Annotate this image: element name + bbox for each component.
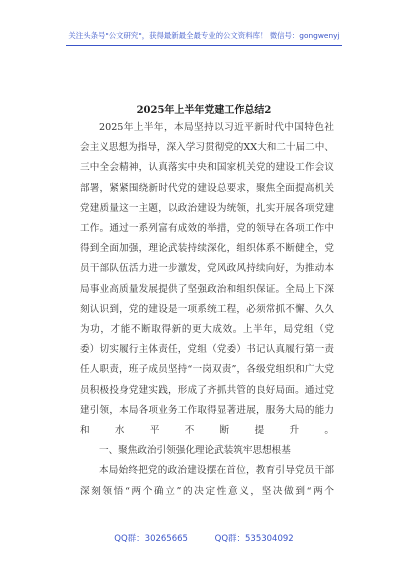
- section-heading: 一、聚焦政治引领强化理论武装筑牢思想根基: [99, 445, 291, 457]
- body-paragraph: 本局始终把党的政治建设摆在首位，教育引导党员干部深刻领悟“两个确立”的决定性意义，坚决做到“两个: [80, 465, 334, 497]
- footer-qq-group-2: QQ群：535304092: [214, 534, 294, 544]
- footer: [0, 532, 408, 544]
- document-title: 2025年上半年党建工作总结2: [136, 105, 272, 116]
- header-note: 关注头条号"公文研究"，获得最新最全最专业的公文资料库！ 微信号：gongwenyj: [68, 31, 340, 40]
- body-paragraph: 2025年上半年，本局坚持以习近平新时代中国特色社会主义思想为指导，深入学习贯彻党的XX大和二十届二中、三中全会精神，认真落实中央和国家机关党的建设工作会议部署，紧紧围绕新时代党的建设总要求，聚焦全面提高机关党建质量这一主题，以政治建设为统领，扎实开展各项党建工作。通过一系列富有成效的举措，党的领导在各项工作中得到全面加强，理论武装持续深化，组织体系不断健全，党员干部队伍活力进一步激发，党风政风持续向好，为推动本局事业高质量发展提供了坚强政治和组织保证。全局上下深刻认识到，党的建设是一项系统工程，必须常抓不懈、久久为功，才能不断取得新的更大成效。上半年，局党组（党委）切实履行主体责任，党组（党委）书记认真履行第一责任人职责，班子成员坚持“一岗双责”，各级党组织和广大党员积极投身党建实践，形成了齐抓共管的良好局面。通过党建引领，本局各项业务工作取得显著进展，服务大局的能力和水平不断提升。: [80, 122, 334, 437]
- document-body: [80, 118, 334, 502]
- header-divider: [66, 45, 342, 46]
- footer-qq-group-1: QQ群：30265665: [114, 534, 188, 544]
